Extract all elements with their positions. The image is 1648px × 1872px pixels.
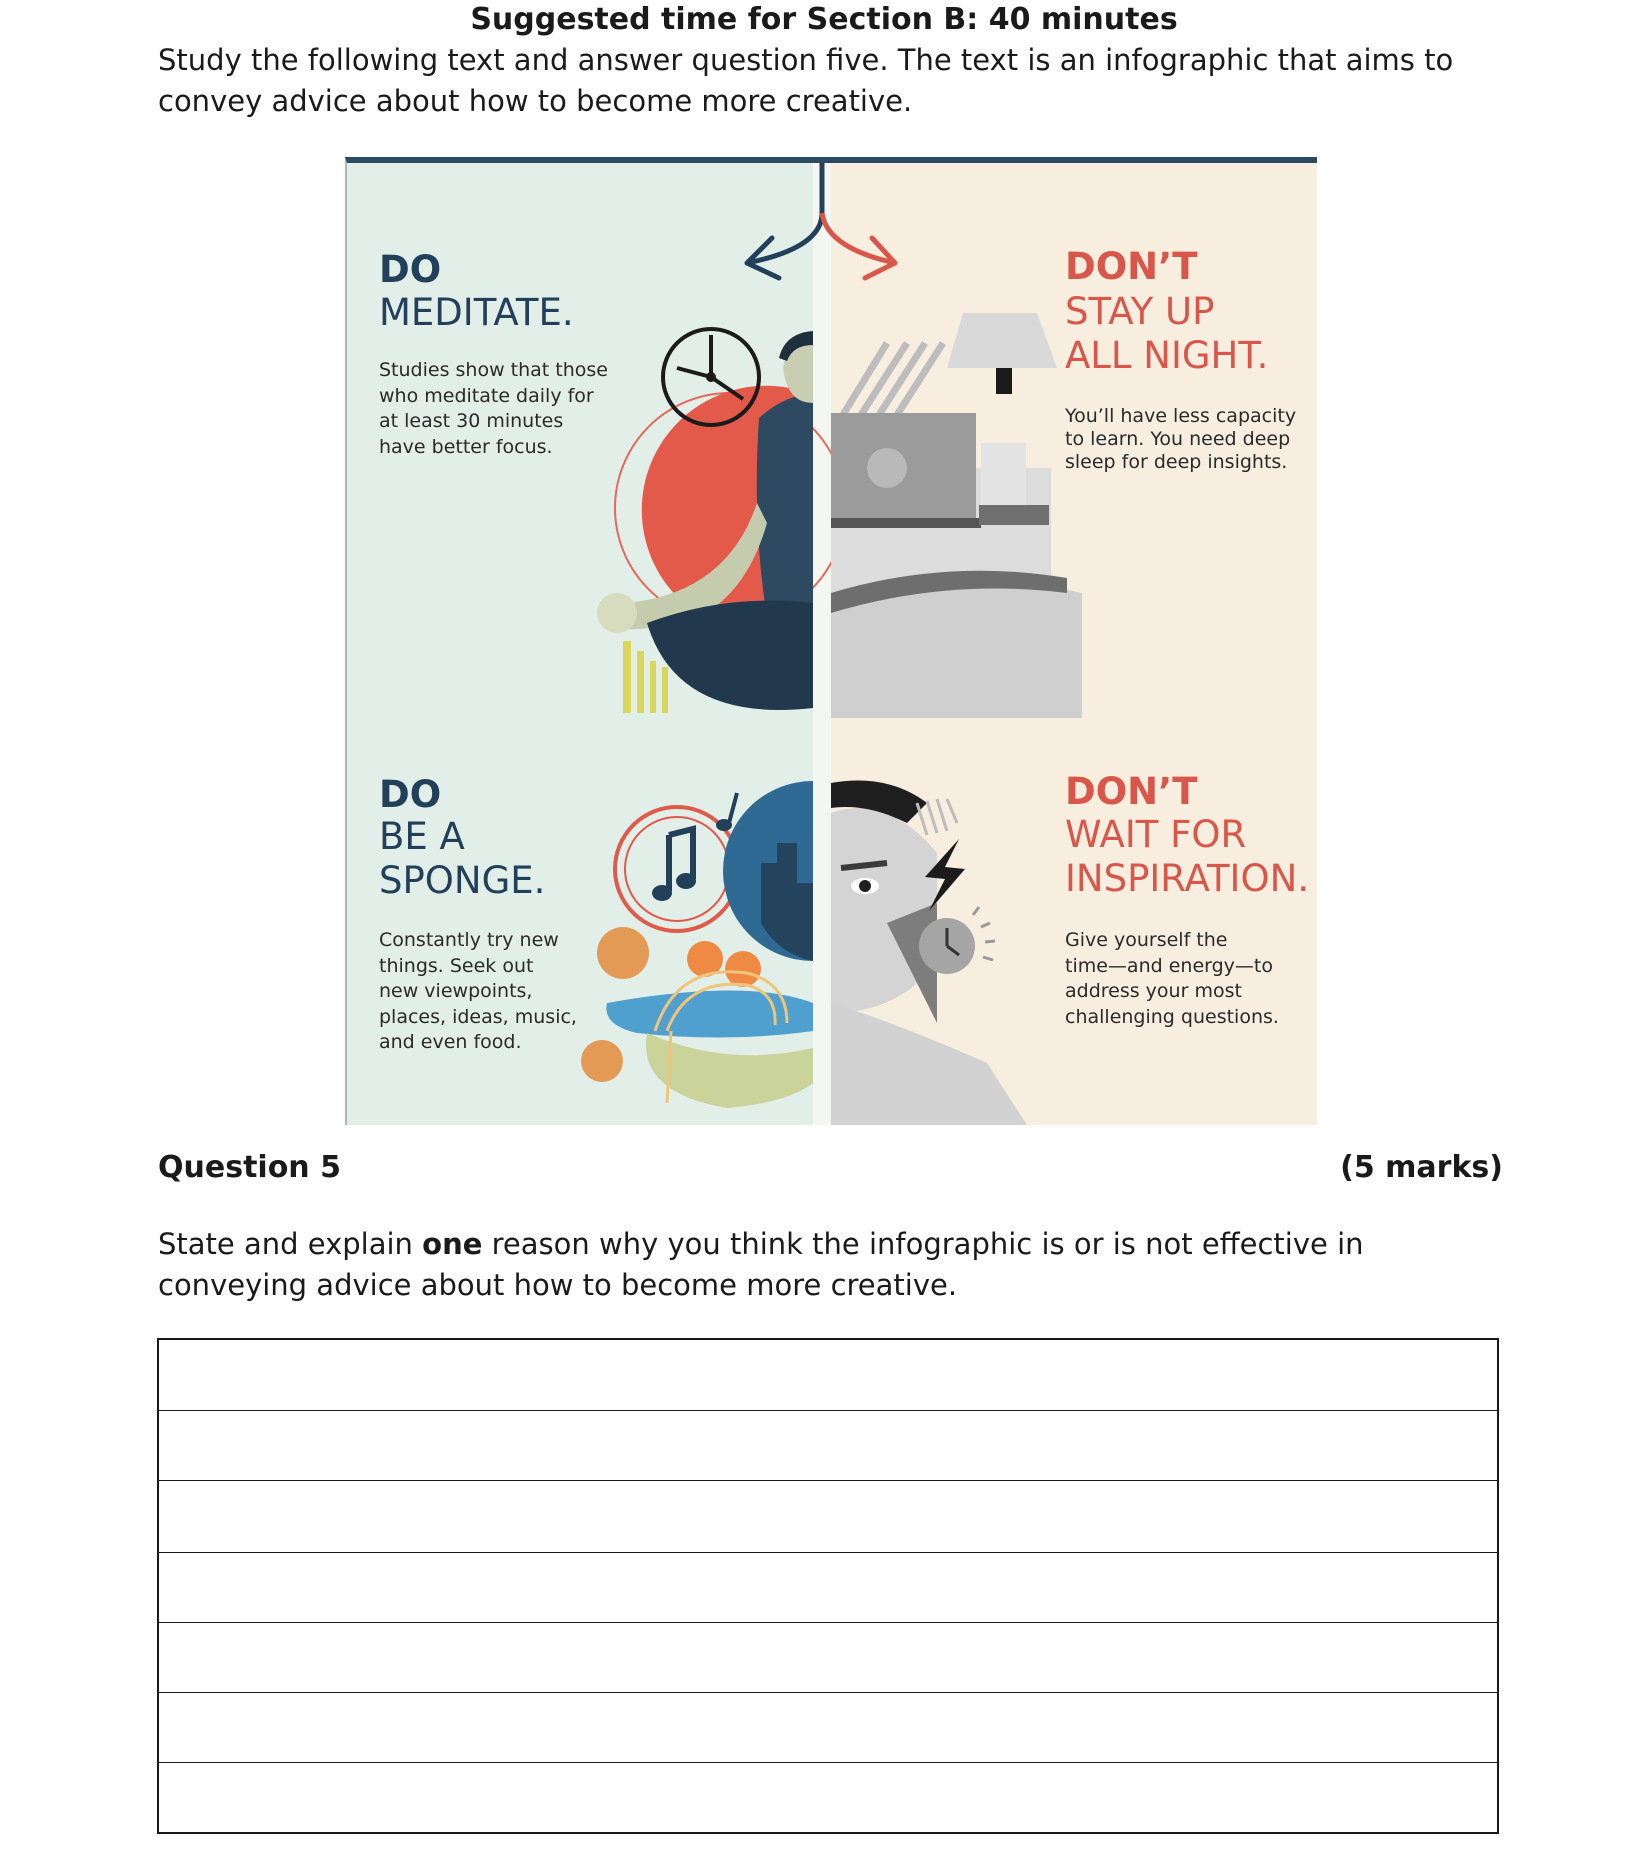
- question-marks: (5 marks): [1340, 1150, 1503, 1185]
- do-meditate-body: Studies show that those who meditate daily for at least 30 minutes have better focus.: [379, 359, 608, 458]
- title-line: WAIT FOR: [1065, 813, 1247, 856]
- title-line: BE A: [379, 815, 465, 858]
- dont-stay-up-title: [1065, 290, 1268, 378]
- question-prompt: [158, 1224, 1508, 1306]
- do-sponge-title: [379, 815, 545, 903]
- answer-line: [159, 1692, 1497, 1693]
- do-sponge-label: DO: [379, 773, 442, 816]
- title-line: ALL NIGHT.: [1065, 334, 1269, 377]
- prompt-text: State and explain: [158, 1227, 423, 1261]
- title-line: STAY UP: [1065, 290, 1215, 333]
- meditating-person-illustration: [597, 331, 845, 713]
- title-line: SPONGE.: [379, 859, 546, 902]
- answer-line: [159, 1762, 1497, 1763]
- music-globe-food-illustration: [581, 781, 813, 1108]
- answer-line: [159, 1552, 1497, 1553]
- section-time-heading: Suggested time for Section B: 40 minutes: [470, 2, 1178, 37]
- answer-line: [159, 1410, 1497, 1411]
- answer-box[interactable]: [157, 1338, 1499, 1834]
- dont-stay-up-label: DON’T: [1065, 245, 1198, 288]
- dont-stay-up-body: You’ll have less capacity to learn. You need deep sleep for deep insights.: [1065, 405, 1297, 473]
- arrow-left-icon: [747, 163, 822, 278]
- dont-wait-label: DON’T: [1065, 770, 1198, 813]
- prompt-text: reason why you think the infographic is or is not effective in conveying advice about how to become more creative.: [158, 1227, 1364, 1302]
- answer-line: [159, 1480, 1497, 1481]
- instructions-text: Study the following text and answer question five. The text is an infographic that aims to convey advice about how to become more creative.: [158, 43, 1454, 118]
- prompt-emphasis: one: [422, 1227, 483, 1261]
- do-sponge-body: Constantly try new things. Seek out new viewpoints, places, ideas, music, and even food.: [379, 929, 577, 1053]
- answer-line: [159, 1622, 1497, 1623]
- creativity-infographic: [345, 157, 1317, 1125]
- dont-wait-body: Give yourself the time—and energy—to address your most challenging questions.: [1065, 929, 1279, 1028]
- bed-laptop-lamp-illustration: [831, 313, 1082, 718]
- question-label: Question 5: [158, 1150, 341, 1185]
- title-line: MEDITATE.: [379, 291, 574, 334]
- do-meditate-label: DO: [379, 248, 442, 291]
- arrow-right-icon: [822, 213, 895, 278]
- do-meditate-title: [379, 291, 574, 335]
- dont-wait-title: [1065, 813, 1309, 901]
- title-line: INSPIRATION.: [1065, 857, 1310, 900]
